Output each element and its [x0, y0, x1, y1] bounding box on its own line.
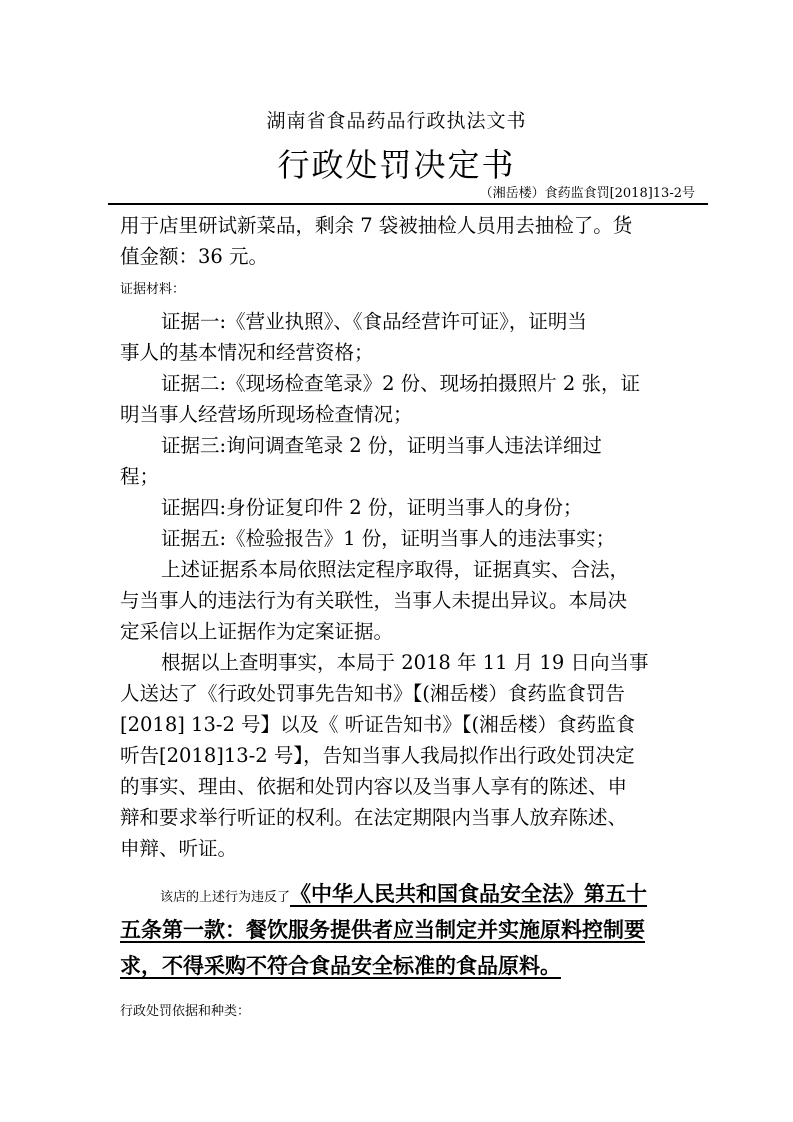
- violation-law: 求，不得采购不符合食品安全标准的食品原料。: [120, 953, 561, 978]
- evidence-heading: 证据材料：: [120, 282, 186, 297]
- header-divider: [108, 203, 708, 205]
- fact-line: 申辩、听证。: [120, 837, 238, 860]
- fact-line: 根据以上查明事实，本局于 2018 年 11 月 19 日向当事: [161, 651, 649, 674]
- violation-lead: 该店的上述行为违反了: [160, 890, 291, 905]
- fact-line: 辩和要求举行听证的权利。在法定期限内当事人放弃陈述、: [120, 806, 628, 829]
- violation-law: 五条第一款：餐饮服务提供者应当制定并实施原料控制要: [120, 917, 645, 942]
- text-line: 用于店里研试新菜品，剩余 7 袋被抽检人员用去抽检了。货: [120, 214, 633, 237]
- evidence-line: 与当事人的违法行为有关联性，当事人未提出异议。本局决: [120, 589, 628, 612]
- evidence-line: 事人的基本情况和经营资格；: [120, 341, 374, 364]
- evidence-line: 证据三:询问调查笔录 2 份，证明当事人违法详细过: [161, 434, 602, 457]
- fact-line: 的事实、理由、依据和处罚内容以及当事人享有的陈述、申: [120, 775, 628, 798]
- violation-law: 《中华人民共和国食品安全法》第五十: [290, 881, 648, 906]
- text-line: 值金额：36 元。: [120, 245, 269, 268]
- evidence-line: 证据四:身份证复印件 2 份，证明当事人的身份；: [161, 496, 583, 519]
- evidence-line: 证据二:《现场检查笔录》2 份、现场拍摄照片 2 张，证: [161, 372, 640, 395]
- fact-line: 听告[2018]13-2 号】，告知当事人我局拟作出行政处罚决定: [120, 744, 635, 767]
- penalty-basis-heading: 行政处罚依据和种类：: [120, 1004, 251, 1019]
- evidence-line: 明当事人经营场所现场检查情况；: [120, 403, 413, 426]
- document-title: 行政处罚决定书: [277, 146, 516, 184]
- document-number: （湘岳楼）食药监食罚[2018]13-2号: [479, 186, 695, 201]
- violation-statement: [120, 876, 680, 984]
- evidence-line: 上述证据系本局依照法定程序取得，证据真实、合法，: [161, 558, 630, 581]
- fact-line: 人送达了《行政处罚事先告知书》【(湘岳楼）食药监食罚告: [120, 682, 625, 705]
- evidence-line: 证据五:《检验报告》1 份，证明当事人的违法事实；: [161, 527, 616, 550]
- evidence-line: 证据一:《营业执照》、《食品经营许可证》，证明当: [161, 310, 587, 333]
- evidence-line: 定采信以上证据作为定案证据。: [120, 620, 394, 643]
- fact-line: [2018] 13-2 号】以及《 听证告知书》【(湘岳楼）食药监食: [120, 713, 636, 736]
- document-body: [120, 210, 680, 1022]
- agency-header: 湖南省食品药品行政执法文书: [266, 110, 527, 132]
- evidence-line: 程；: [120, 465, 160, 488]
